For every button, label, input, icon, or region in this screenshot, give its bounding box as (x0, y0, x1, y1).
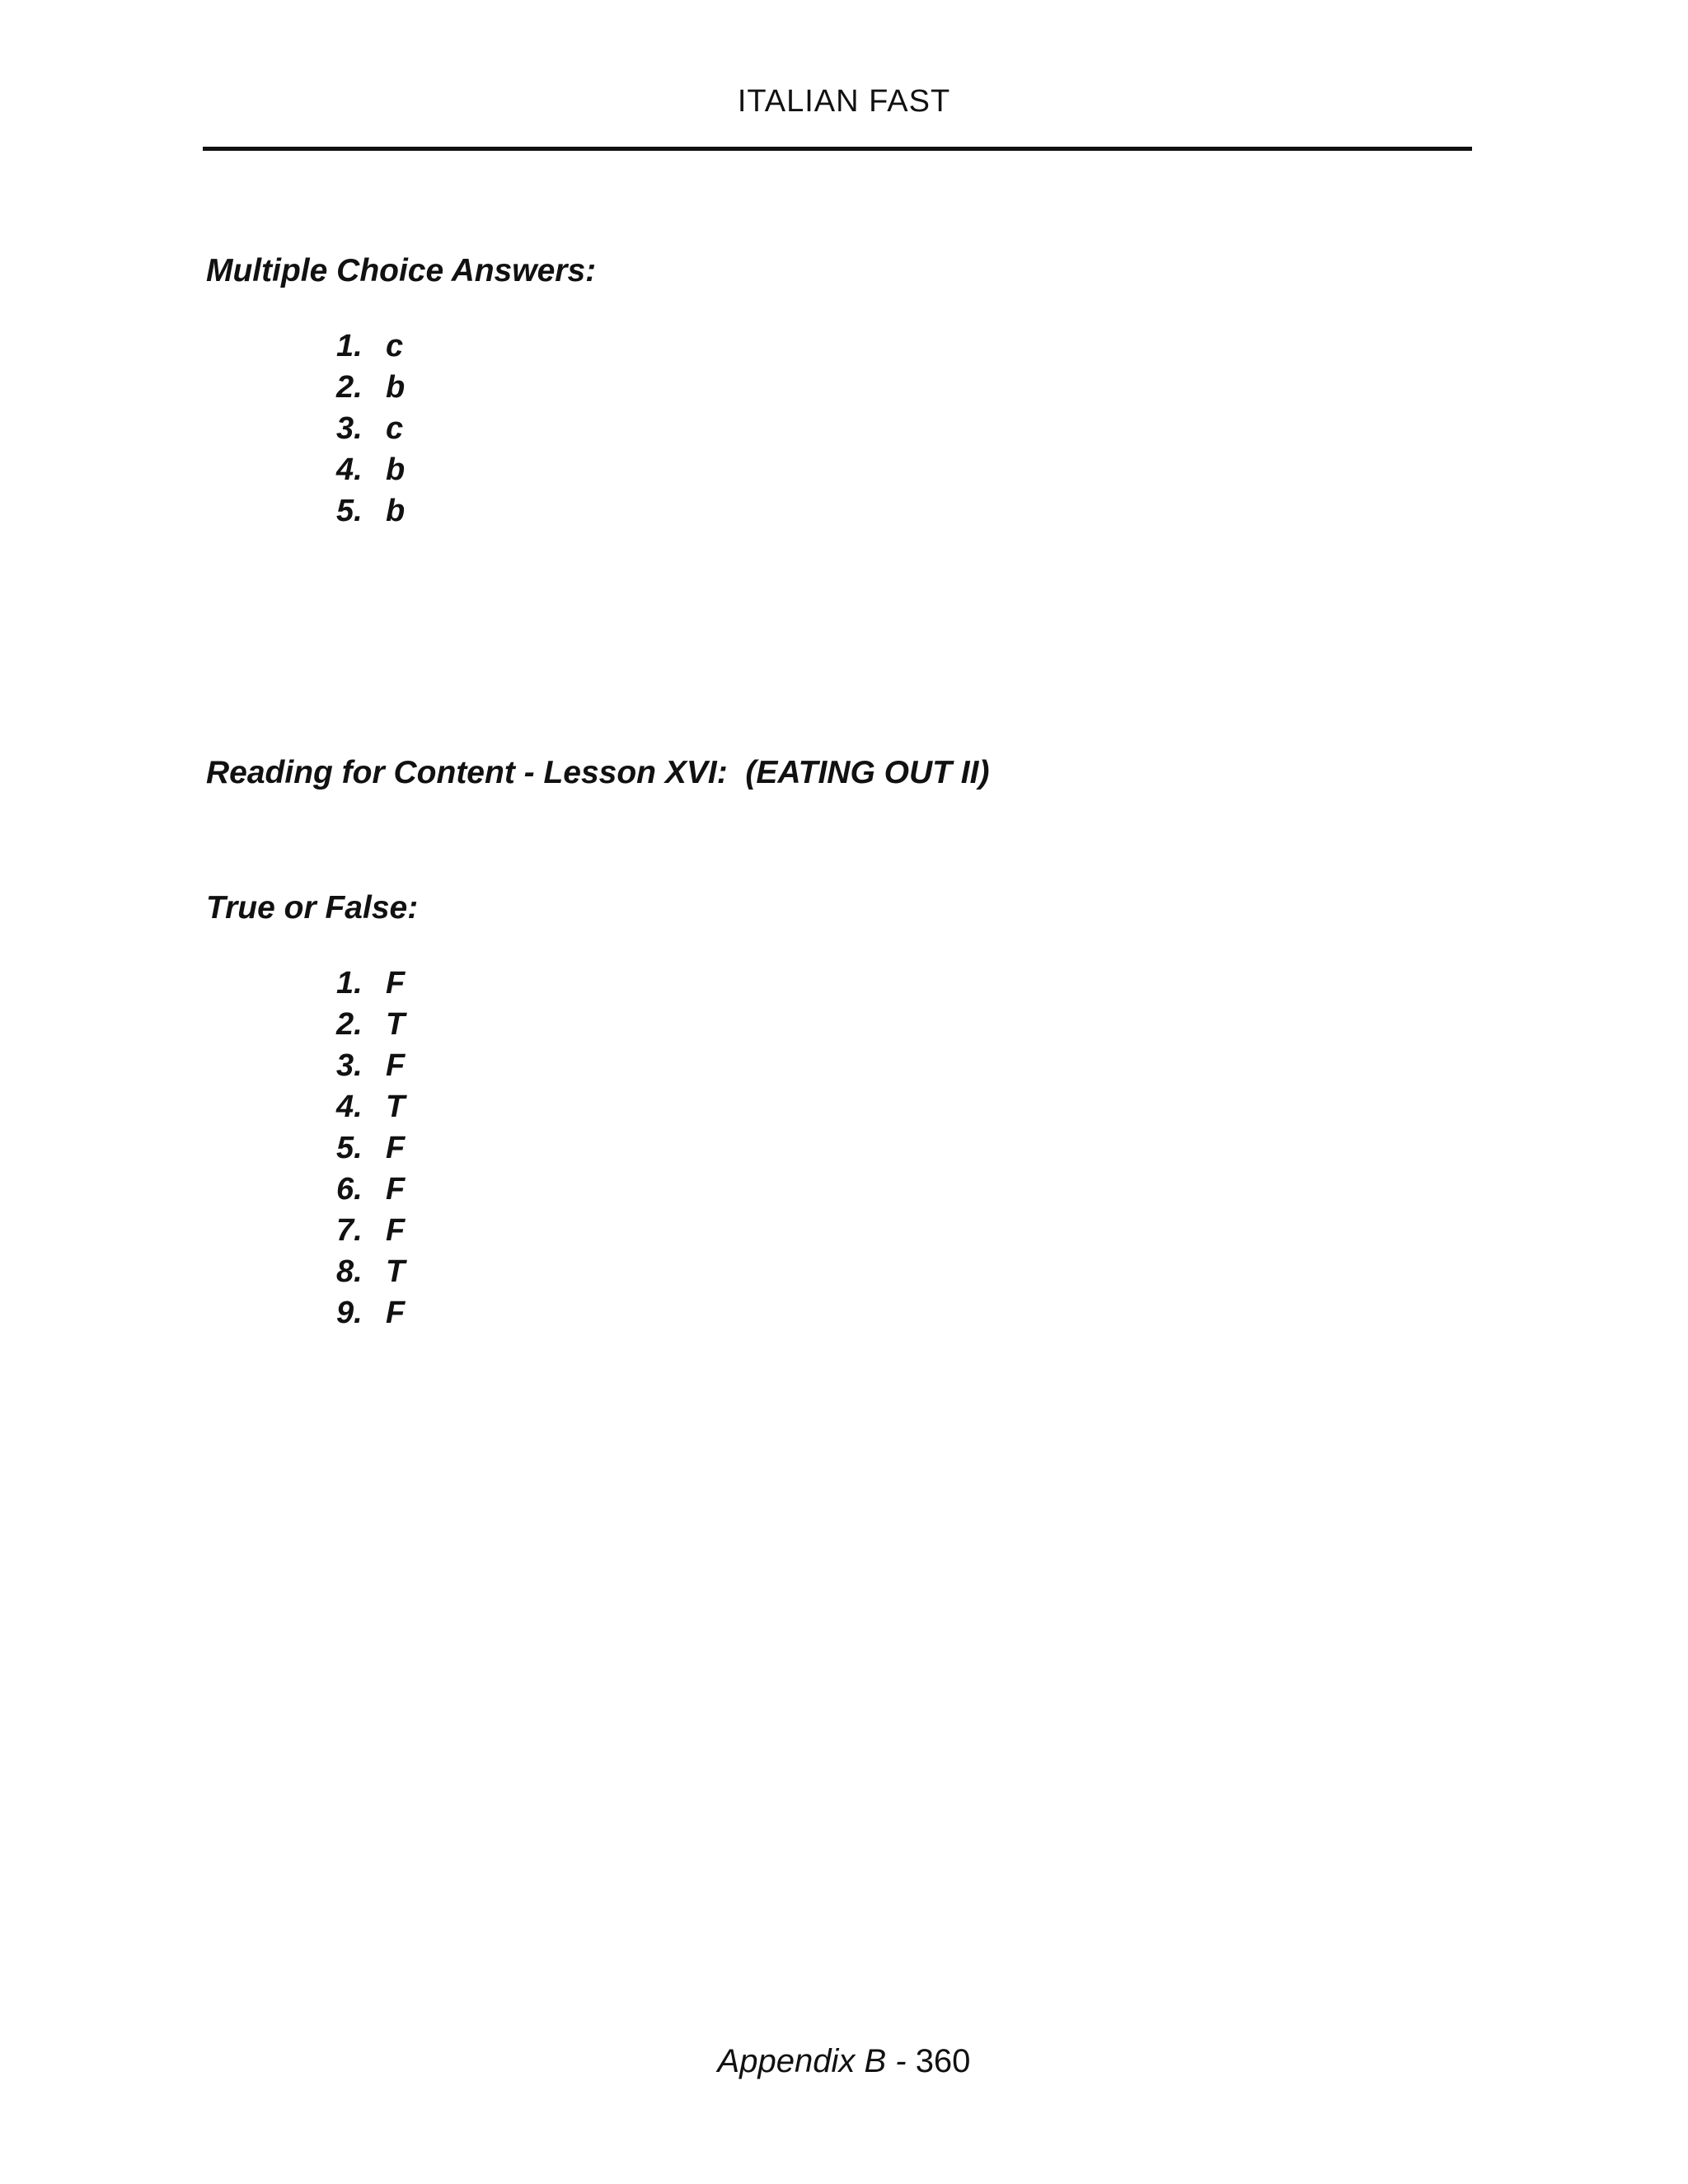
answer-value: c (386, 411, 404, 446)
true-false-heading: True or False: (206, 890, 419, 926)
answer-number: 4. (336, 1090, 363, 1124)
list-item (336, 367, 405, 408)
answer-value: F (386, 966, 406, 1001)
answer-value: F (386, 1131, 406, 1165)
answer-value: T (386, 1007, 406, 1042)
answer-value: b (386, 452, 406, 487)
answer-number: 9. (336, 1296, 363, 1330)
answer-value: T (386, 1090, 406, 1124)
list-item (336, 1251, 405, 1292)
list-item (336, 1045, 405, 1086)
list-item (336, 1169, 405, 1210)
answer-number: 6. (336, 1172, 363, 1207)
answer-value: c (386, 329, 404, 363)
footer-appendix-label: Appendix B - (717, 2043, 916, 2079)
answer-number: 4. (336, 452, 363, 487)
list-item (336, 1127, 405, 1169)
answer-number: 3. (336, 1048, 363, 1083)
list-item (336, 449, 405, 490)
answer-number: 1. (336, 329, 363, 363)
answer-value: T (386, 1254, 406, 1289)
header-divider (203, 147, 1472, 151)
page-header-title: ITALIAN FAST (737, 84, 951, 119)
answer-number: 5. (336, 494, 363, 528)
list-item (336, 326, 405, 367)
multiple-choice-answer-list (336, 326, 405, 532)
list-item (336, 490, 405, 532)
list-item (336, 1292, 405, 1333)
answer-number: 8. (336, 1254, 363, 1289)
answer-value: F (386, 1213, 406, 1248)
answer-number: 1. (336, 966, 363, 1001)
answer-number: 7. (336, 1213, 363, 1248)
page-number: 360 (915, 2043, 971, 2079)
list-item (336, 1210, 405, 1251)
list-item (336, 1004, 405, 1045)
answer-number: 3. (336, 411, 363, 446)
multiple-choice-heading: Multiple Choice Answers: (206, 253, 597, 288)
list-item (336, 963, 405, 1004)
answer-number: 5. (336, 1131, 363, 1165)
answer-value: F (386, 1048, 406, 1083)
page-footer (0, 2040, 1688, 2083)
answer-number: 2. (336, 1007, 363, 1042)
answer-number: 2. (336, 370, 363, 405)
answer-value: b (386, 370, 406, 405)
answer-value: F (386, 1172, 406, 1207)
reading-content-heading: Reading for Content - Lesson XVI: (EATING OUT II) (206, 755, 990, 790)
answer-value: b (386, 494, 406, 528)
true-false-answer-list (336, 963, 405, 1333)
answer-value: F (386, 1296, 406, 1330)
list-item (336, 408, 405, 449)
list-item (336, 1086, 405, 1127)
